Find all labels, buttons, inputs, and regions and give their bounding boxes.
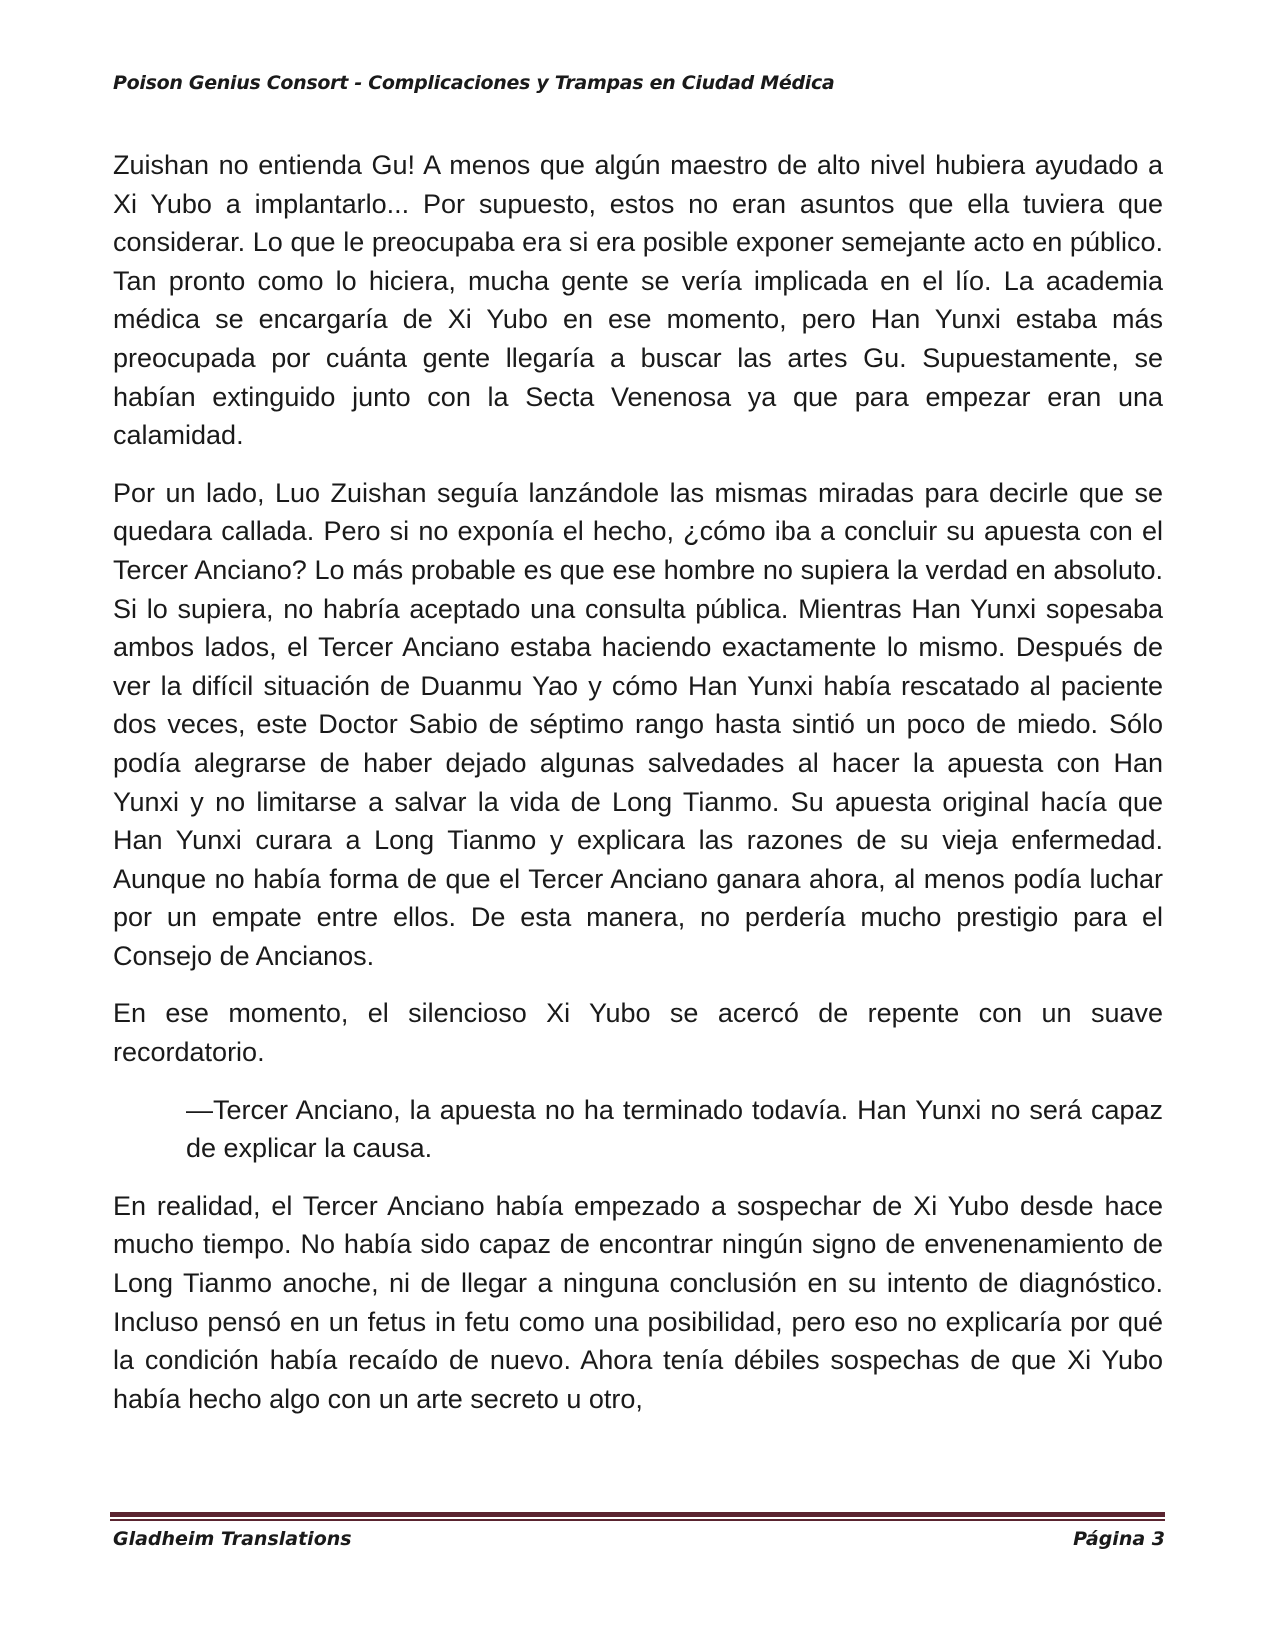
footer-divider-thin — [110, 1519, 1165, 1521]
paragraph: Zuishan no entienda Gu! A menos que algún maestro de alto nivel hubiera ayudado a Xi Yubo a implantarlo... Por supuesto, estos no eran asuntos que ella tuviera que considerar. Lo que le preocupaba era si era posible exponer semejante acto en público. Tan pronto como lo hiciera, mucha gente se vería implicada en el lío. La academia médica se encargaría de Xi Yubo en ese momento, pero Han Yunxi estaba más preocupada por cuánta gente llegaría a buscar las artes Gu. Supuestamente, se habían extinguido junto con la Secta Venenosa ya que para empezar eran una calamidad. — [113, 150, 1163, 451]
paragraph: Por un lado, Luo Zuishan seguía lanzándole las mismas miradas para decirle que se quedara callada. Pero si no exponía el hecho, ¿cómo iba a concluir su apuesta con el Tercer Anciano? Lo más probable es que ese hombre no supiera la verdad en absoluto. Si lo supiera, no habría aceptado una consulta pública. Mientras Han Yunxi sopesaba ambos lados, el Tercer Anciano estaba haciendo exactamente lo mismo. Después de ver la difícil situación de Duanmu Yao y cómo Han Yunxi había rescatado al paciente dos veces, este Doctor Sabio de séptimo rango hasta sintió un poco de miedo. Sólo podía alegrarse de haber dejado algunas salvedades al hacer la apuesta con Han Yunxi y no limitarse a salvar la vida de Long Tianmo. Su apuesta original hacía que Han Yunxi curara a Long Tianmo y explicara las razones de su vieja enfermedad. Aunque no había forma de que el Tercer Anciano ganara ahora, al menos podía luchar por un empate entre ellos. De esta manera, no perdería mucho prestigio para el Consejo de Ancianos. — [113, 477, 1163, 971]
page-footer — [113, 1528, 1165, 1550]
page-body — [113, 146, 1163, 1437]
paragraph: En realidad, el Tercer Anciano había empezado a sospechar de Xi Yubo desde hace mucho tiempo. No había sido capaz de encontrar ningún signo de envenenamiento de Long Tianmo anoche, ni de llegar a ninguna conclusión en su intento de diagnóstico. Incluso pensó en un fetus in fetu como una posibilidad, pero eso no explicaría por qué la condición había recaído de nuevo. Ahora tenía débiles sospechas de que Xi Yubo había hecho algo con un arte secreto u otro, — [113, 1190, 1163, 1414]
footer-divider — [110, 1512, 1165, 1521]
footer-page-number: Página 3 — [1073, 1528, 1165, 1550]
paragraph: En ese momento, el silencioso Xi Yubo se acercó de repente con un suave recordatorio. — [113, 998, 1163, 1068]
footer-divider-thick — [110, 1512, 1165, 1517]
footer-publisher: Gladheim Translations — [113, 1528, 352, 1550]
dialogue-paragraph: —Tercer Anciano, la apuesta no ha terminado todavía. Han Yunxi no será capaz de explicar la causa. — [186, 1094, 1163, 1164]
page-header-title: Poison Genius Consort - Complicaciones y Trampas en Ciudad Médica — [113, 72, 835, 94]
